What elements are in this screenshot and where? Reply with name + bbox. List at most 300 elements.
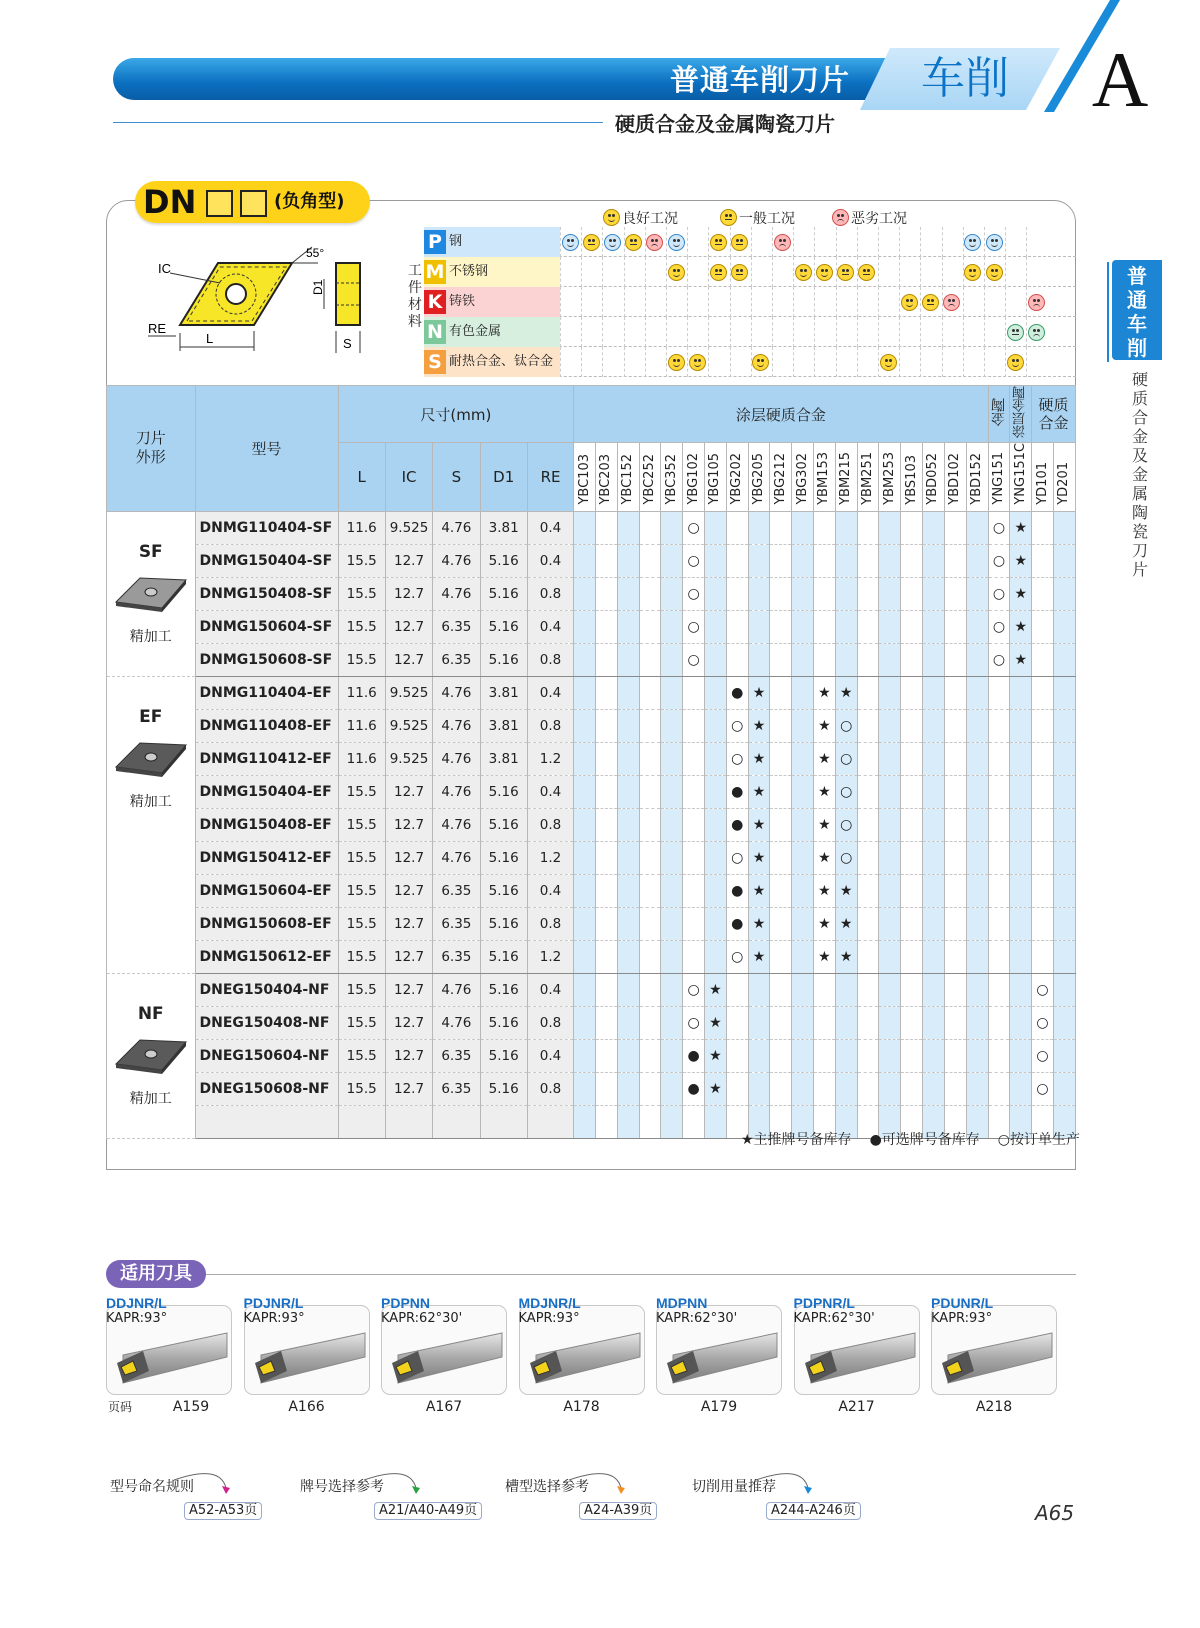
header-dim-l-text: L (357, 467, 366, 486)
header-grade (639, 443, 661, 512)
grade-cell: ★ (814, 808, 836, 841)
grade-cell (879, 577, 901, 610)
material-grade-cell (581, 347, 602, 377)
grade-cell: ○ (988, 577, 1010, 610)
grade-cell: ○ (1032, 1039, 1054, 1072)
grade-cell (944, 874, 966, 907)
material-grade-cell (857, 317, 878, 347)
dim-cell: 5.16 (480, 577, 527, 610)
grade-cell: ○ (683, 511, 705, 544)
material-grade-cell (920, 317, 941, 347)
grade-cell (574, 577, 596, 610)
grade-cell (835, 973, 857, 1006)
model-cell: DNMG110408-EF (195, 709, 338, 742)
dim-cell: 15.5 (338, 1006, 385, 1039)
material-matrix (408, 231, 1076, 383)
dim-cell: 0.4 (527, 1039, 573, 1072)
tool-holder-image (797, 1327, 917, 1387)
dim-cell: 5.16 (480, 907, 527, 940)
dim-cell: 12.7 (385, 808, 432, 841)
grade-cell (792, 1072, 814, 1105)
grade-cell (1053, 907, 1075, 940)
grade-cell (683, 907, 705, 940)
grade-cell (770, 841, 792, 874)
grade-cell (988, 808, 1010, 841)
grade-cell (596, 973, 618, 1006)
dim-cell: 4.76 (433, 544, 480, 577)
grade-cell: ○ (835, 709, 857, 742)
grade-cell (1032, 874, 1054, 907)
grade-cell: ● (726, 907, 748, 940)
header-dim-s (433, 443, 480, 512)
grade-cell: ○ (835, 841, 857, 874)
dim-cell: 0.4 (527, 973, 573, 1006)
header-dimensions (338, 386, 574, 443)
grade-cell (857, 676, 879, 709)
grade-cell (879, 709, 901, 742)
grade-cell (879, 1072, 901, 1105)
grade-name: YBD052 (925, 452, 941, 505)
reference-pages-link[interactable]: A21/A40-A49页 (374, 1502, 482, 1520)
material-grade-cell (645, 257, 666, 287)
grade-cell (726, 973, 748, 1006)
tool-card[interactable] (794, 1295, 920, 1395)
grade-cell (879, 1006, 901, 1039)
grade-cell: ● (683, 1039, 705, 1072)
grade-cell: ★ (705, 1072, 727, 1105)
material-group-char: 材 (408, 297, 422, 313)
grade-cell (596, 874, 618, 907)
good-condition-icon (668, 234, 685, 251)
header-coated-carbide (574, 386, 988, 443)
grade-cell (705, 610, 727, 643)
dim-cell: 0.4 (527, 874, 573, 907)
reference-label: 牌号选择参考 (300, 1479, 384, 1495)
dim-cell: 1.2 (527, 940, 573, 973)
dim-cell: 4.76 (433, 775, 480, 808)
grade-cell (639, 511, 661, 544)
good-condition-icon (795, 264, 812, 281)
dim-cell: 11.6 (338, 511, 385, 544)
tool-card[interactable] (656, 1295, 782, 1395)
header-grade (944, 443, 966, 512)
grade-cell (879, 544, 901, 577)
tool-card[interactable] (381, 1295, 507, 1395)
grade-cell (944, 742, 966, 775)
material-grade-cell (751, 317, 772, 347)
header-grade (683, 443, 705, 512)
model-cell: DNMG150404-EF (195, 775, 338, 808)
grade-cell (944, 676, 966, 709)
grade-cell (901, 1039, 923, 1072)
reference-pages-link[interactable]: A244-A246页 (766, 1502, 861, 1520)
grade-cell: ★ (748, 841, 770, 874)
tool-card[interactable] (244, 1295, 370, 1395)
grade-cell (1032, 940, 1054, 973)
grade-cell (922, 940, 944, 973)
grade-cell (1053, 742, 1075, 775)
d1-label: D1 (311, 279, 325, 295)
grade-cell (814, 1072, 836, 1105)
material-grade-cell (963, 227, 984, 257)
grade-name: YBC152 (620, 454, 636, 505)
grade-cell (639, 544, 661, 577)
grade-cell: ○ (1032, 1072, 1054, 1105)
tool-name: MDPNN (656, 1295, 708, 1311)
material-grade-cell (814, 227, 835, 257)
grade-cell (814, 643, 836, 676)
material-grade-cell (666, 257, 687, 287)
tool-card[interactable] (931, 1295, 1057, 1395)
side-subtitle-char: 瓷 (1131, 522, 1148, 541)
grade-cell (617, 1072, 639, 1105)
grade-cell (617, 643, 639, 676)
grade-cell (966, 808, 988, 841)
grade-cell (661, 709, 683, 742)
grade-cell (639, 742, 661, 775)
grade-cell (596, 1105, 618, 1138)
material-grade-cell (730, 227, 751, 257)
dim-cell: 4.76 (433, 973, 480, 1006)
grade-cell: ○ (1032, 1006, 1054, 1039)
grade-cell (792, 973, 814, 1006)
grade-cell (617, 1006, 639, 1039)
grade-cell (879, 940, 901, 973)
material-grade-cell (1026, 347, 1047, 377)
tool-page-ref[interactable]: A159 (172, 1399, 210, 1415)
grade-name: YBC252 (642, 454, 658, 505)
grade-name: YNG151C (1012, 443, 1028, 505)
pages-label: 页码 (108, 1400, 133, 1414)
grade-name: YBD102 (947, 452, 963, 505)
tool-page-ref[interactable]: A166 (288, 1399, 325, 1415)
grade-cell (792, 907, 814, 940)
grade-cell (639, 1006, 661, 1039)
material-grade-cell (708, 227, 729, 257)
reference-pages-link[interactable]: A24-A39页 (579, 1502, 657, 1520)
material-grade-cell (984, 227, 1005, 257)
grade-cell (901, 577, 923, 610)
grade-cell: ★ (814, 742, 836, 775)
dim-cell: 9.525 (385, 511, 432, 544)
grade-cell (988, 775, 1010, 808)
material-grade-cell (836, 257, 857, 287)
grade-cell (1053, 643, 1075, 676)
legend-label: 良好工况 (622, 211, 678, 227)
grade-cell (835, 544, 857, 577)
grade-cell (770, 775, 792, 808)
reference-item[interactable] (692, 1478, 892, 1522)
grade-cell (661, 907, 683, 940)
dim-cell: 6.35 (433, 1072, 480, 1105)
grade-cell (574, 1072, 596, 1105)
grade-cell (792, 841, 814, 874)
header-grade (901, 443, 923, 512)
grade-cell (922, 841, 944, 874)
grade-cell (705, 742, 727, 775)
grade-cell (748, 643, 770, 676)
grade-cell (1010, 907, 1032, 940)
grade-cell (857, 907, 879, 940)
material-grade-cell (560, 227, 581, 257)
grade-cell (617, 1039, 639, 1072)
grade-name: YBG302 (794, 453, 810, 505)
stock-note: ★主推牌号备库存 (741, 1132, 852, 1148)
grade-cell (922, 544, 944, 577)
material-grade-cell (878, 347, 899, 377)
grade-cell: ★ (814, 907, 836, 940)
dim-cell: 15.5 (338, 841, 385, 874)
grade-cell (661, 544, 683, 577)
dim-cell: 0.4 (527, 511, 573, 544)
model-cell: DNMG110412-EF (195, 742, 338, 775)
reference-item[interactable] (110, 1478, 310, 1522)
dim-cell: 3.81 (480, 742, 527, 775)
grade-cell (857, 742, 879, 775)
grade-cell (857, 709, 879, 742)
grade-cell (879, 676, 901, 709)
material-grade-cell (772, 227, 793, 257)
angle-label: 55° (306, 246, 325, 260)
grade-cell: ○ (683, 610, 705, 643)
grade-cell (857, 973, 879, 1006)
tool-name: PDUNR/L (931, 1295, 994, 1311)
material-grade-cell (1026, 227, 1047, 257)
grade-cell (1053, 709, 1075, 742)
stock-note: ●可选牌号备库存 (869, 1132, 980, 1148)
tool-holder-image (522, 1327, 642, 1387)
grade-cell (988, 1006, 1010, 1039)
table-row (107, 1072, 1076, 1105)
grade-cell (879, 874, 901, 907)
material-grade-cell (560, 347, 581, 377)
tool-page-ref[interactable]: A179 (700, 1399, 738, 1415)
tool-card[interactable] (106, 1295, 232, 1395)
insert-shape-icon (112, 1034, 190, 1078)
grade-cell: ★ (748, 676, 770, 709)
material-grade-cell (602, 317, 623, 347)
grade-cell (661, 1072, 683, 1105)
tool-page-ref[interactable]: A178 (563, 1399, 600, 1415)
dim-cell: 12.7 (385, 775, 432, 808)
material-grade-cell (1026, 317, 1047, 347)
grade-cell (966, 577, 988, 610)
grade-cell (814, 577, 836, 610)
tools-divider (206, 1274, 1076, 1275)
reference-pages-link[interactable]: A52-A53页 (184, 1502, 262, 1520)
grade-cell (988, 973, 1010, 1006)
tool-kapr: KAPR:93° (931, 1311, 993, 1326)
material-label (424, 317, 560, 347)
model-cell: DNEG150608-NF (195, 1072, 338, 1105)
tool-page-ref[interactable]: A217 (838, 1399, 875, 1415)
grade-cell: ○ (1032, 973, 1054, 1006)
grade-cell (901, 874, 923, 907)
grade-cell (1032, 808, 1054, 841)
grade-cell (966, 1006, 988, 1039)
tool-kapr: KAPR:93° (518, 1311, 580, 1326)
tool-page-ref[interactable]: A218 (975, 1399, 1013, 1415)
material-grade-cell (836, 287, 857, 317)
tool-page-ref[interactable]: A167 (425, 1399, 463, 1415)
grade-cell (1032, 742, 1054, 775)
header-cermet-text: 金陶 (990, 398, 1007, 426)
table-row (107, 610, 1076, 643)
material-grade-cell (942, 257, 963, 287)
l-label: L (206, 331, 214, 346)
grade-cell: ○ (683, 1006, 705, 1039)
material-grade-cell (560, 257, 581, 287)
grade-cell (596, 1039, 618, 1072)
material-group-label (406, 263, 424, 331)
grade-cell (617, 709, 639, 742)
grade-cell (1010, 874, 1032, 907)
grade-name: YBM215 (838, 451, 854, 505)
material-grade-cell (708, 257, 729, 287)
material-grade-cell (963, 317, 984, 347)
material-name: 有色金属 (449, 324, 502, 339)
header-shape-text: 刀片外形 (135, 429, 166, 467)
good-condition-icon (752, 354, 769, 371)
grade-cell (835, 1039, 857, 1072)
header-cermet (988, 386, 1010, 443)
grade-cell (922, 709, 944, 742)
grade-cell: ★ (814, 841, 836, 874)
grade-cell (705, 775, 727, 808)
table-row (107, 709, 1076, 742)
grade-cell (661, 643, 683, 676)
grade-cell (770, 511, 792, 544)
grade-cell (705, 808, 727, 841)
grade-cell (683, 841, 705, 874)
grade-cell (596, 775, 618, 808)
grade-cell (901, 907, 923, 940)
grade-cell (748, 610, 770, 643)
mid-condition-icon (720, 209, 737, 226)
side-subtitle-char: 金 (1131, 427, 1148, 446)
grade-cell (639, 1072, 661, 1105)
material-letter: M (425, 261, 445, 283)
material-grade-cell (666, 347, 687, 377)
grade-cell (814, 1006, 836, 1039)
grade-cell (748, 544, 770, 577)
groove-code: EF (139, 706, 163, 727)
tool-name: PDPNN (381, 1295, 431, 1311)
reference-item[interactable] (505, 1478, 705, 1522)
page-subtitle: 硬质合金及金属陶瓷刀片 (615, 112, 835, 136)
dim-cell: 15.5 (338, 808, 385, 841)
grade-cell (879, 973, 901, 1006)
material-grade-cell (793, 257, 814, 287)
header-coated-cermet-text: 涂层金陶 (1012, 386, 1028, 438)
header-grade (661, 443, 683, 512)
dim-cell: 12.7 (385, 874, 432, 907)
good-condition-icon (689, 354, 706, 371)
header-dim-d1 (480, 443, 527, 512)
material-grade-cell (984, 257, 1005, 287)
tool-holder-image (659, 1327, 779, 1387)
grade-cell: ★ (748, 907, 770, 940)
grade-cell (792, 610, 814, 643)
grade-cell (661, 1039, 683, 1072)
grade-cell (857, 874, 879, 907)
good-condition-icon (604, 234, 621, 251)
grade-cell (617, 1105, 639, 1138)
grade-cell (661, 808, 683, 841)
material-grade-cell (772, 287, 793, 317)
reference-item[interactable] (300, 1478, 500, 1522)
grade-cell: ○ (988, 511, 1010, 544)
grade-cell (1032, 610, 1054, 643)
grade-cell (944, 1006, 966, 1039)
dim-cell: 15.5 (338, 544, 385, 577)
grade-cell (574, 742, 596, 775)
material-grade-cell (730, 317, 751, 347)
grade-cell (574, 841, 596, 874)
grade-cell (574, 1105, 596, 1138)
grade-cell (922, 610, 944, 643)
grade-cell (901, 1006, 923, 1039)
grade-cell (617, 874, 639, 907)
operation-label: 精加工 (129, 628, 172, 645)
grade-cell (857, 841, 879, 874)
series-type: (负角型) (274, 191, 345, 212)
grade-cell: ★ (705, 1006, 727, 1039)
grade-cell: ★ (705, 973, 727, 1006)
model-cell (195, 1105, 338, 1138)
dim-cell: 5.16 (480, 940, 527, 973)
grade-cell (705, 676, 727, 709)
dim-cell: 12.7 (385, 610, 432, 643)
mid-condition-icon (731, 234, 748, 251)
grade-cell (748, 1006, 770, 1039)
grade-cell (944, 775, 966, 808)
grade-cell (944, 1072, 966, 1105)
bad-condition-icon (774, 234, 791, 251)
tool-holder-image (109, 1327, 229, 1387)
header-dim-s-text: S (451, 467, 462, 486)
grade-cell (1010, 808, 1032, 841)
mid-condition-icon (625, 234, 642, 251)
grade-cell (835, 643, 857, 676)
grade-name: YBG205 (751, 453, 766, 505)
material-group-char: 件 (408, 280, 422, 296)
material-grade-cell (687, 257, 708, 287)
grade-cell (1053, 676, 1075, 709)
dim-cell: 9.525 (385, 742, 432, 775)
side-tab-turning[interactable] (1112, 260, 1162, 360)
operation-label: 精加工 (129, 1090, 172, 1107)
grade-cell (574, 511, 596, 544)
dim-cell: 12.7 (385, 1072, 432, 1105)
tool-kapr: KAPR:93° (106, 1311, 168, 1326)
grade-cell (1010, 1039, 1032, 1072)
grade-cell (726, 1072, 748, 1105)
grade-cell (770, 709, 792, 742)
grade-cell (639, 1039, 661, 1072)
grade-cell (661, 841, 683, 874)
material-grade-cell (942, 347, 963, 377)
grade-cell (966, 676, 988, 709)
grade-cell: ★ (748, 775, 770, 808)
model-cell: DNEG150404-NF (195, 973, 338, 1006)
tool-card[interactable] (519, 1295, 645, 1395)
grade-cell (639, 874, 661, 907)
grade-cell: ○ (726, 841, 748, 874)
grade-cell (922, 577, 944, 610)
material-grade-cell (751, 227, 772, 257)
grade-cell (596, 544, 618, 577)
